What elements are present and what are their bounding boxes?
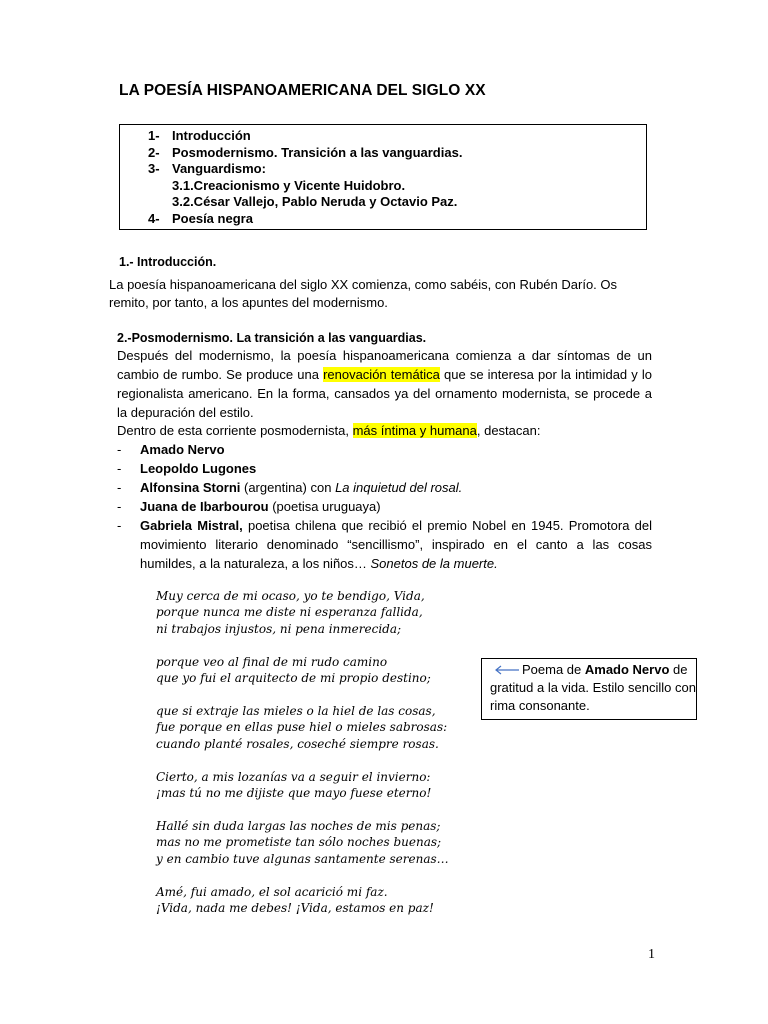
bullet-dash: - [117, 499, 122, 514]
toc-text: Vanguardismo: [172, 161, 266, 177]
poem-line: que si extraje las mieles o la hiel de las cosas, [156, 704, 436, 719]
poem-line: porque nunca me diste ni esperanza fallida, [156, 605, 423, 620]
work-title: La inquietud del rosal. [335, 480, 463, 495]
bullet-dash: - [117, 442, 122, 457]
toc-text: 3.1.Creacionismo y Vicente Huidobro. [172, 177, 406, 193]
author-description: (argentina) con [240, 480, 336, 495]
toc-subitem [120, 194, 646, 211]
poem-line: ni trabajos injustos, ni pena inmerecida; [156, 621, 402, 636]
annotation-text: Poema de [522, 662, 585, 677]
author-name: Amado Nervo [140, 442, 225, 457]
author-description: (poetisa uruguaya) [268, 499, 381, 514]
poem-line: ¡mas tú no me dijiste que mayo fuese eterno! [156, 786, 432, 801]
poem-line: mas no me prometiste tan sólo noches buenas; [156, 835, 442, 850]
introduction-paragraph: La poesía hispanoamericana del siglo XX comienza, como sabéis, con Rubén Darío. Os remito, por tanto, a los apuntes del modernismo. [109, 277, 618, 310]
poem-line: Cierto, a mis lozanías va a seguir el invierno: [156, 769, 431, 784]
poem-line: que yo fui el arquitecto de mi propio destino; [156, 670, 431, 685]
paragraph-text: que se interesa por la intimidad y lo regionalista americano. En la forma, cansados ya del ornamento modernista, se procede a la depuración del estilo. [117, 367, 652, 420]
poem [156, 588, 476, 933]
annotation-box [481, 658, 697, 720]
arrow-left-icon [494, 662, 520, 680]
paragraph-text: Después del modernismo, la poesía hispanoamericana comienza a dar síntomas de un cambio de rumbo. Se produce una [117, 348, 652, 382]
toc-item [120, 161, 646, 178]
toc-text: Posmodernismo. Transición a las vanguardias. [172, 144, 463, 160]
annotation-text: de gratitud a la vida. Estilo sencillo con rima consonante. [490, 662, 696, 713]
poem-stanza [156, 769, 476, 802]
highlighted-text: renovación temática [323, 367, 440, 382]
section-heading-posmodernismo: 2.-Posmodernismo. La transición a las vanguardias. [117, 331, 427, 345]
toc-number: 4- [148, 210, 160, 226]
toc-text: Introducción [172, 128, 251, 143]
bullet-dash: - [117, 518, 122, 533]
poem-line: cuando planté rosales, coseché siempre rosas. [156, 736, 439, 751]
toc-number: 2- [148, 144, 160, 160]
bullet-dash: - [117, 461, 122, 476]
poem-stanza [156, 703, 476, 752]
section-heading-introduccion: 1.- Introducción. [119, 255, 217, 269]
poem-line: Amé, fui amado, el sol acarició mi faz. [156, 884, 388, 899]
list-item [117, 459, 652, 478]
poem-stanza [156, 884, 476, 917]
poem-line: porque veo al final de mi rudo camino [156, 654, 388, 669]
toc-item [120, 145, 646, 162]
author-name: Juana de Ibarbourou [140, 499, 269, 514]
poem-stanza [156, 818, 476, 867]
toc-subitem [120, 178, 646, 195]
author-name: Alfonsina Storni [140, 480, 241, 495]
toc-text: 3.2.César Vallejo, Pablo Neruda y Octavio Paz. [172, 194, 458, 210]
table-of-contents [119, 124, 647, 230]
poem-line: fue porque en ellas puse hiel o mieles sabrosas: [156, 720, 448, 735]
annotation-author: Amado Nervo [584, 662, 670, 677]
author-name: Gabriela Mistral, [140, 518, 243, 533]
list-item [117, 516, 652, 573]
poem-line: y en cambio tuve algunas santamente serenas… [156, 851, 449, 866]
toc-number: 1- [148, 128, 160, 143]
bullet-dash: - [117, 480, 122, 495]
poem-line: ¡Vida, nada me debes! ¡Vida, estamos en paz! [156, 901, 434, 916]
document-title: LA POESÍA HISPANOAMERICANA DEL SIGLO XX [119, 82, 486, 99]
authors-intro-paragraph [117, 421, 652, 440]
list-item [117, 478, 652, 497]
list-item [117, 497, 652, 516]
page-number: 1 [648, 947, 655, 962]
posmodernismo-paragraph [117, 346, 652, 422]
author-description: poetisa chilena que recibió el premio Nobel en 1945. Promotora del movimiento literario denominado “sencillismo”, inspirado en el canto a las cosas humildes, a la naturaleza, a los niños… [140, 518, 652, 571]
poem-stanza [156, 588, 476, 637]
work-title: Sonetos de la muerte. [370, 556, 498, 571]
toc-number: 3- [148, 161, 160, 177]
poem-line: Muy cerca de mi ocaso, yo te bendigo, Vida, [156, 589, 425, 603]
poem-line: Hallé sin duda largas las noches de mis penas; [156, 819, 441, 834]
toc-item [120, 128, 646, 145]
poem-stanza [156, 654, 476, 687]
toc-item [120, 211, 646, 228]
author-name: Leopoldo Lugones [140, 461, 257, 476]
author-list [117, 440, 652, 573]
toc-text: Poesía negra [172, 210, 253, 226]
highlighted-text: más íntima y humana [352, 423, 477, 438]
paragraph-text: , destacan: [476, 423, 541, 438]
paragraph-text: Dentro de esta corriente posmodernista, [117, 423, 353, 438]
list-item [117, 440, 652, 459]
